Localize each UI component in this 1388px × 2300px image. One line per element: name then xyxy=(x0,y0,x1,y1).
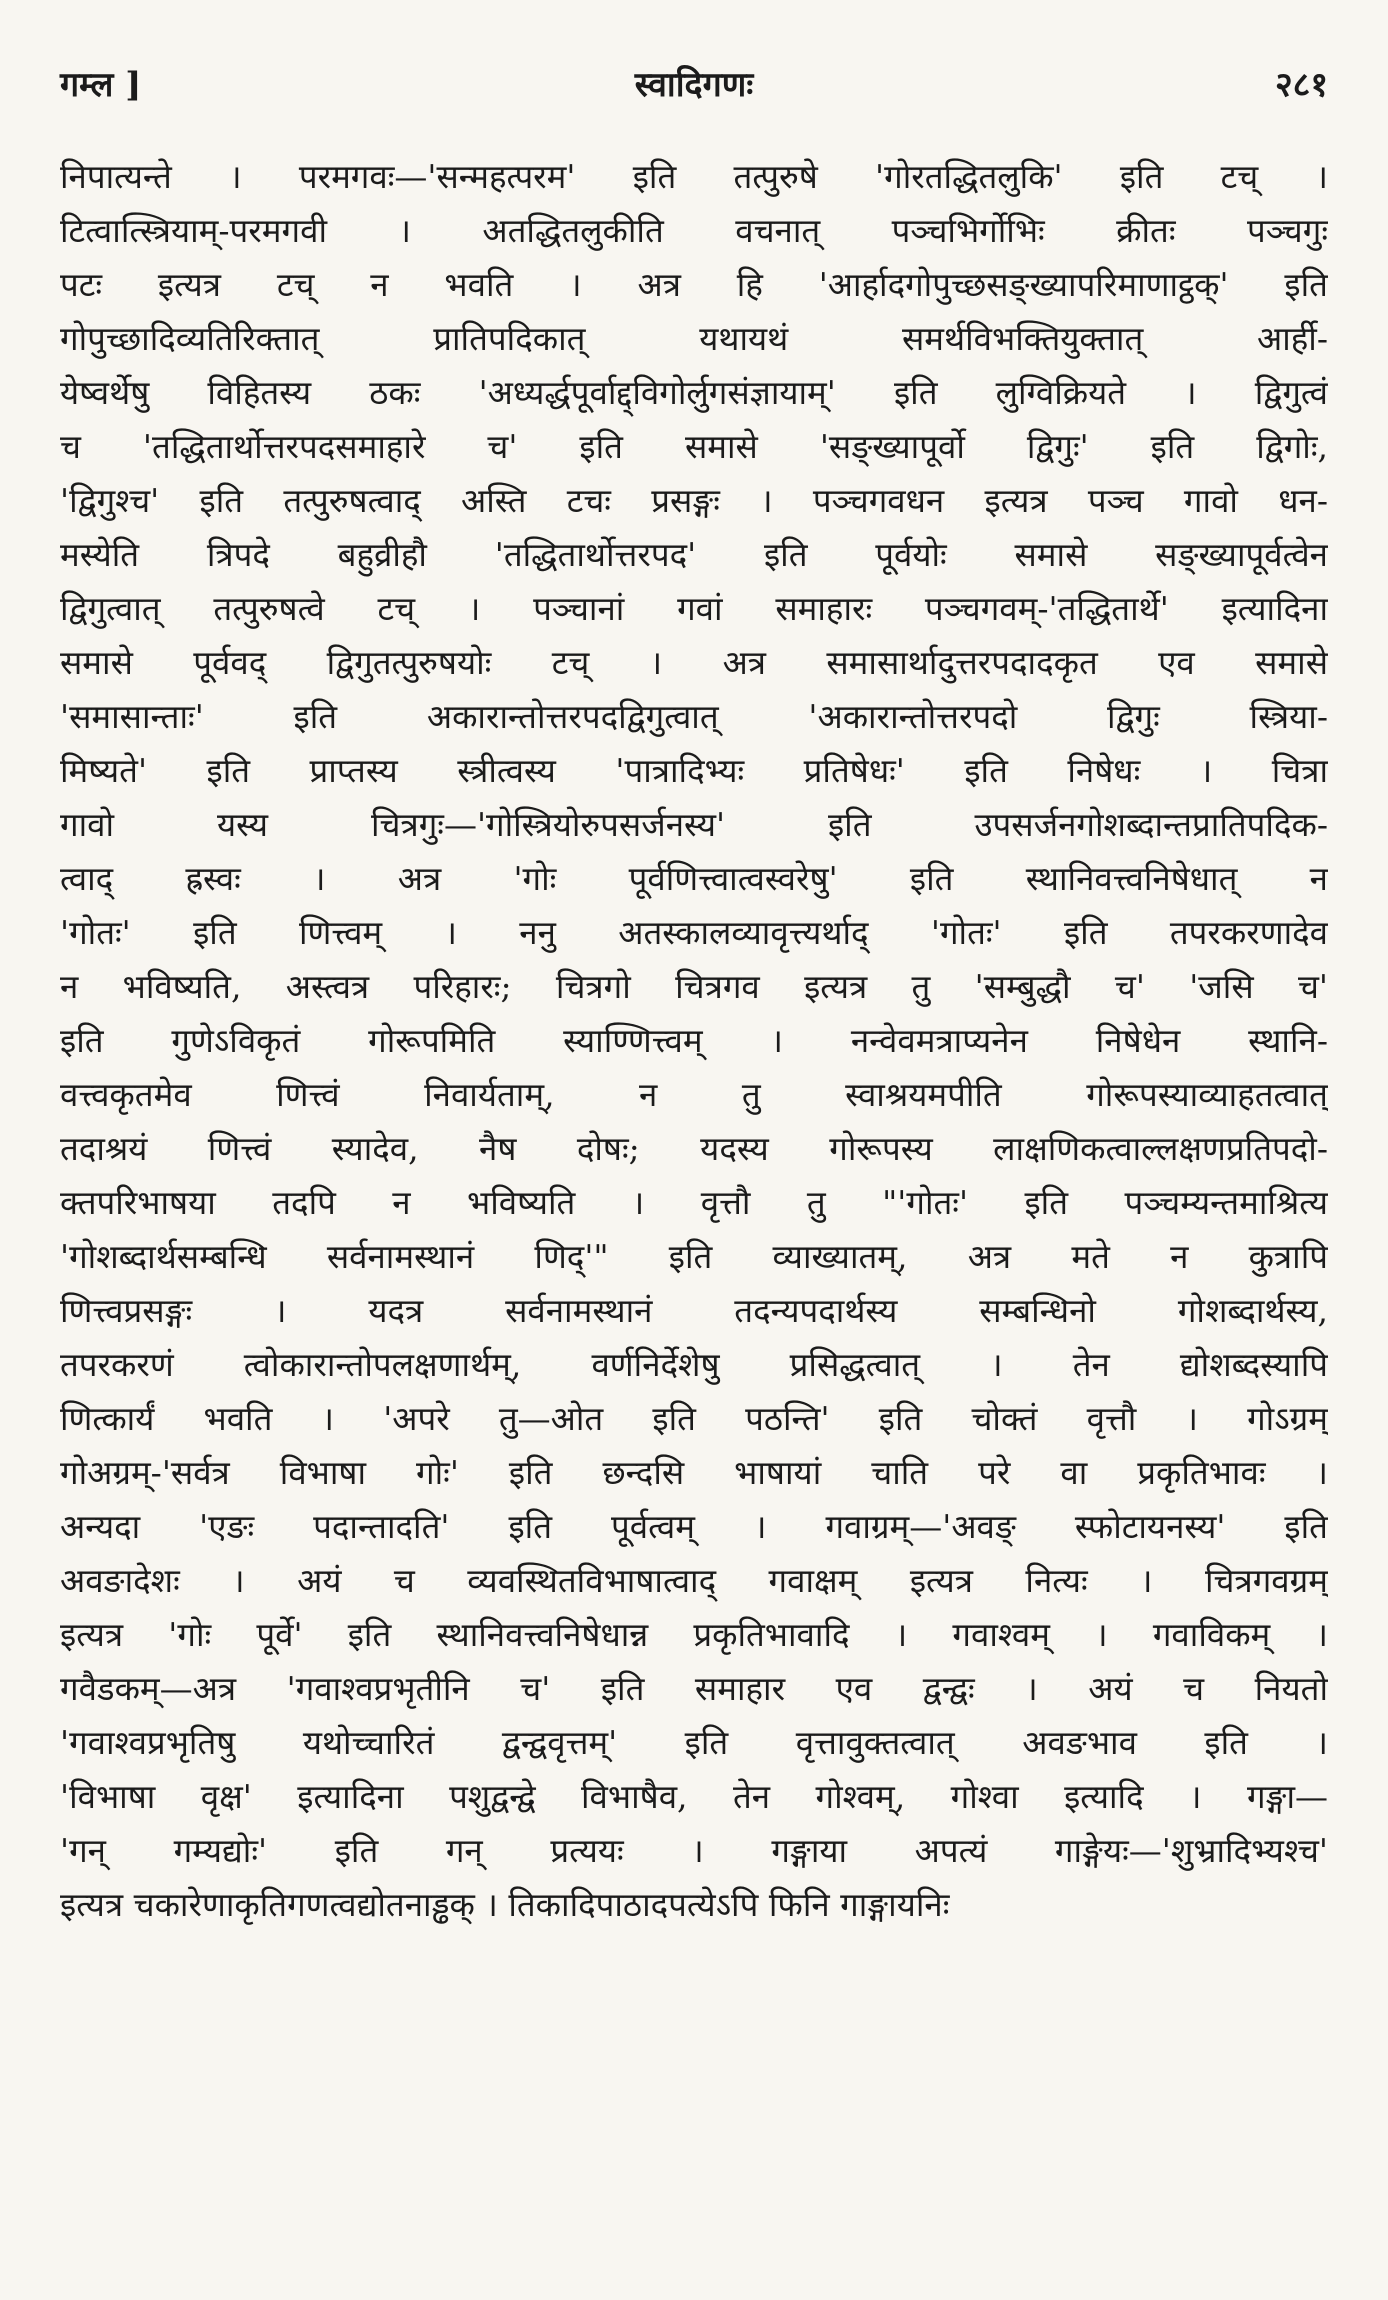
text-line: इति गुणेऽविकृतं गोरूपमिति स्याण्णित्त्वम् । नन्वेवमत्राप्यनेन निषेधेन स्थानि- xyxy=(60,1021,1328,1060)
text-line: टित्वात्स्त्रियाम्-परमगवी । अतद्धितलुकीति वचनात् पञ्चभिर्गोभिः क्रीतः पञ्चगुः xyxy=(60,211,1328,250)
text-line: गवैडकम्—अत्र 'गवाश्वप्रभृतीनि च' इति समाहार एव द्वन्द्वः । अयं च नियतो xyxy=(60,1669,1328,1708)
text-line: निपात्यन्ते । परमगवः—'सन्महत्परम' इति तत्पुरुषे 'गोरतद्धितलुकि' इति टच् । xyxy=(60,157,1328,196)
text-line: च 'तद्धितार्थोत्तरपदसमाहारे च' इति समासे 'सङ्ख्यापूर्वो द्विगुः' इति द्विगोः, xyxy=(60,427,1328,466)
text-line: 'समासान्ताः' इति अकारान्तोत्तरपदद्विगुत्वात् 'अकारान्तोत्तरपदो द्विगुः स्त्रिया- xyxy=(60,697,1328,736)
text-line: गोपुच्छादिव्यतिरिक्तात् प्रातिपदिकात् यथायथं समर्थविभक्तियुक्तात् आर्ही- xyxy=(60,319,1328,358)
text-line: 'गोशब्दार्थसम्बन्धि सर्वनामस्थानं णिद्'" इति व्याख्यातम्, अत्र मते न कुत्रापि xyxy=(60,1237,1328,1276)
text-line: मस्येति त्रिपदे बहुव्रीहौ 'तद्धितार्थोत्तरपद' इति पूर्वयोः समासे सङ्ख्यापूर्वत्वेन xyxy=(60,535,1328,574)
text-line: 'गवाश्वप्रभृतिषु यथोच्चारितं द्वन्द्ववृत्तम्' इति वृत्तावुक्तत्वात् अवङभाव इति । xyxy=(60,1723,1328,1762)
text-line: समासे पूर्ववद् द्विगुतत्पुरुषयोः टच् । अत्र समासार्थादुत्तरपदादकृत एव समासे xyxy=(60,643,1328,682)
text-line: क्तपरिभाषया तदपि न भविष्यति । वृत्तौ तु "'गोतः' इति पञ्चम्यन्तमाश्रित्य xyxy=(60,1183,1328,1222)
text-line: त्वाद् ह्रस्वः । अत्र 'गोः पूर्वणित्त्वात्वस्वरेषु' इति स्थानिवत्त्वनिषेधात् न xyxy=(60,859,1328,898)
running-header xyxy=(60,60,1328,120)
text-line: तपरकरणं त्वोकारान्तोपलक्षणार्थम्, वर्णनिर्देशेषु प्रसिद्धत्वात् । तेन द्योशब्दस्यापि xyxy=(60,1345,1328,1384)
text-line: 'विभाषा वृक्ष' इत्यादिना पशुद्वन्द्वे विभाषैव, तेन गोश्वम्, गोश्वा इत्यादि । गङ्गा— xyxy=(60,1777,1328,1816)
text-line: णित्कार्यं भवति । 'अपरे तु—ओत इति पठन्ति' इति चोक्तं वृत्तौ । गोऽग्रम् xyxy=(60,1399,1328,1438)
text-line: वत्त्वकृतमेव णित्त्वं निवार्यताम्, न तु स्वाश्रयमपीति गोरूपस्याव्याहतत्वात् xyxy=(60,1075,1328,1114)
text-line: 'गोतः' इति णित्त्वम् । ननु अतस्कालव्यावृत्त्यर्थाद् 'गोतः' इति तपरकरणादेव xyxy=(60,913,1328,952)
header-left-text: गम्ल ] xyxy=(60,65,142,105)
text-line: मिष्यते' इति प्राप्तस्य स्त्रीत्वस्य 'पात्रादिभ्यः प्रतिषेधः' इति निषेधः । चित्रा xyxy=(60,751,1328,790)
text-line: णित्त्वप्रसङ्गः । यदत्र सर्वनामस्थानं तदन्यपदार्थस्य सम्बन्धिनो गोशब्दार्थस्य, xyxy=(60,1291,1328,1330)
page-body-text xyxy=(60,150,1328,2220)
text-line: न भविष्यति, अस्त्वत्र परिहारः; चित्रगो चित्रगव इत्यत्र तु 'सम्बुद्धौ च' 'जसि च' xyxy=(60,967,1328,1006)
text-line: येष्वर्थेषु विहितस्य ठकः 'अध्यर्द्धपूर्वाद्द्विगोर्लुगसंज्ञायाम्' इति लुग्विक्रियते । द्विगुत्वं xyxy=(60,373,1328,412)
text-line: गावो यस्य चित्रगुः—'गोस्त्रियोरुपसर्जनस्य' इति उपसर्जनगोशब्दान्तप्रातिपदिक- xyxy=(60,805,1328,844)
text-line: 'गन् गम्यद्योः' इति गन् प्रत्ययः । गङ्गाया अपत्यं गाङ्गेयः—'शुभ्रादिभ्यश्च' xyxy=(60,1831,1328,1870)
page-number: २८१ xyxy=(1274,65,1328,105)
text-line: इत्यत्र 'गोः पूर्वे' इति स्थानिवत्त्वनिषेधान्न प्रकृतिभावादि । गवाश्वम् । गवाविकम् । xyxy=(60,1615,1328,1654)
text-line: पटः इत्यत्र टच् न भवति । अत्र हि 'आर्हादगोपुच्छसङ्ख्यापरिमाणाट्ठक्' इति xyxy=(60,265,1328,304)
text-line: द्विगुत्वात् तत्पुरुषत्वे टच् । पञ्चानां गवां समाहारः पञ्चगवम्-'तद्धितार्थे' इत्यादिना xyxy=(60,589,1328,628)
text-line: अवङादेशः । अयं च व्यवस्थितविभाषात्वाद् गवाक्षम् इत्यत्र नित्यः । चित्रगवग्रम् xyxy=(60,1561,1328,1600)
header-title: स्वादिगणः xyxy=(634,65,754,105)
text-line: तदाश्रयं णित्त्वं स्यादेव, नैष दोषः; यदस्य गोरूपस्य लाक्षणिकत्वाल्लक्षणप्रतिपदो- xyxy=(60,1129,1328,1168)
text-line: गोअग्रम्-'सर्वत्र विभाषा गोः' इति छन्दसि भाषायां चाति परे वा प्रकृतिभावः । xyxy=(60,1453,1328,1492)
text-line: 'द्विगुश्च' इति तत्पुरुषत्वाद् अस्ति टचः प्रसङ्गः । पञ्चगवधन इत्यत्र पञ्च गावो धन- xyxy=(60,481,1328,520)
text-line: अन्यदा 'एङः पदान्तादति' इति पूर्वत्वम् । गवाग्रम्—'अवङ् स्फोटायनस्य' इति xyxy=(60,1507,1328,1546)
text-line: इत्यत्र चकारेणाकृतिगणत्वद्योतनाड्ढक् । तिकादिपाठादपत्येऽपि फिनि गाङ्गायनिः xyxy=(60,1885,950,1924)
